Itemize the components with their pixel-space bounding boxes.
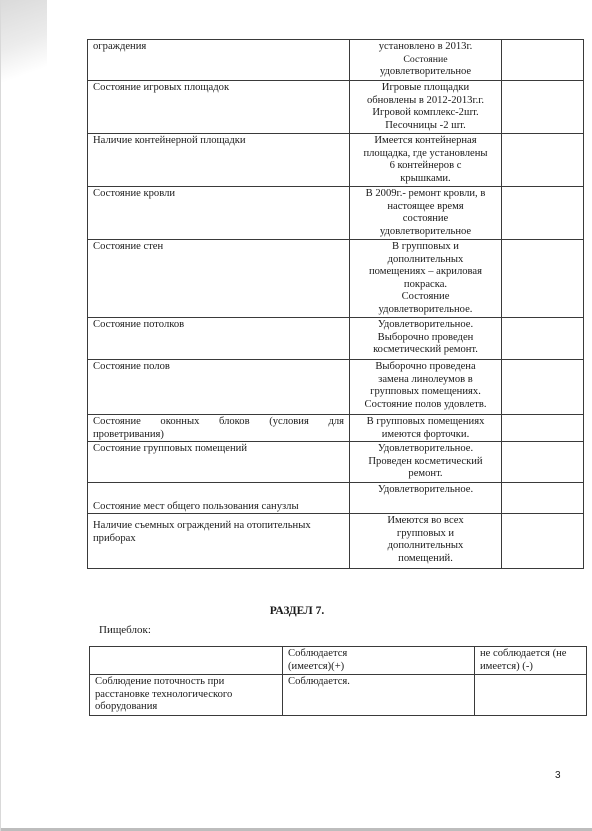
value-line: В 2009г.- ремонт кровли, в bbox=[365, 188, 486, 199]
label-line: оборудования bbox=[95, 701, 158, 713]
row-note bbox=[502, 318, 584, 360]
row-note bbox=[502, 415, 584, 442]
value-line: удовлетворительное bbox=[379, 66, 472, 78]
value-line: Игровые площадки bbox=[381, 82, 470, 93]
scan-shadow bbox=[1, 0, 47, 95]
table-row bbox=[90, 675, 587, 716]
table-row bbox=[88, 483, 584, 514]
row-value bbox=[350, 81, 502, 134]
value-line: Состояние bbox=[403, 53, 448, 65]
value-line: Состояние полов удовлетв. bbox=[364, 398, 487, 410]
row-value bbox=[350, 360, 502, 415]
row-value bbox=[350, 134, 502, 187]
row-label: Состояние групповых помещений bbox=[88, 442, 350, 483]
row-note bbox=[502, 514, 584, 569]
table-row bbox=[88, 134, 584, 187]
value-line: ремонт. bbox=[408, 468, 443, 480]
row-note bbox=[502, 360, 584, 415]
value-line: дополнительных bbox=[387, 540, 464, 552]
kitchen-table bbox=[89, 646, 587, 716]
value-line: замена линолеумов в bbox=[378, 373, 473, 385]
row-label: Состояние кровли bbox=[88, 187, 350, 240]
row-note bbox=[502, 483, 584, 514]
row-value bbox=[350, 318, 502, 360]
label-line: проветривания) bbox=[93, 428, 164, 440]
value-line: Выборочно проведен bbox=[377, 331, 474, 343]
row-label: Наличие контейнерной площадки bbox=[88, 134, 350, 187]
value-line: Проведен косметический bbox=[368, 455, 483, 467]
value-line: Удовлетворительное. bbox=[377, 443, 474, 455]
row-label bbox=[88, 514, 350, 569]
row-value bbox=[350, 483, 502, 514]
row-note bbox=[502, 187, 584, 240]
label-line: приборах bbox=[93, 532, 136, 544]
value-line: обновлены в 2012-2013г.г. bbox=[366, 94, 485, 106]
row-value: Соблюдается. bbox=[283, 675, 475, 716]
row-note bbox=[502, 240, 584, 318]
section-title: РАЗДЕЛ 7. bbox=[269, 605, 325, 617]
value-line: покраска. bbox=[403, 278, 448, 290]
table-row bbox=[88, 40, 584, 81]
page-number: 3 bbox=[555, 770, 561, 781]
table-row bbox=[88, 514, 584, 569]
section-subheading: Пищеблок: bbox=[99, 624, 151, 636]
label-line: Состояние оконных блоков (условия для bbox=[93, 416, 344, 427]
table-row bbox=[88, 415, 584, 442]
row-value bbox=[350, 415, 502, 442]
header-cell-observed bbox=[283, 647, 475, 675]
value-line: удовлетворительное bbox=[379, 225, 472, 237]
row-label bbox=[90, 675, 283, 716]
value-line: площадка, где установлены bbox=[363, 147, 488, 159]
table-row bbox=[88, 187, 584, 240]
value-line: Песочницы -2 шт. bbox=[385, 119, 466, 131]
row-label: Состояние полов bbox=[88, 360, 350, 415]
header-line: Соблюдается bbox=[288, 648, 348, 659]
value-line: состояние bbox=[402, 213, 449, 225]
table-header-row bbox=[90, 647, 587, 675]
building-condition-table bbox=[87, 39, 584, 569]
value-line: установлено в 2013г. bbox=[378, 41, 473, 52]
row-label: Состояние стен bbox=[88, 240, 350, 318]
value-line: имеются форточки. bbox=[381, 428, 470, 440]
value-line: 6 контейнеров с bbox=[389, 160, 462, 172]
label-line: Соблюдение поточность при bbox=[95, 676, 225, 687]
value-line: Выборочно проведена bbox=[375, 361, 476, 372]
row-value bbox=[350, 240, 502, 318]
row-value bbox=[350, 187, 502, 240]
value-line: групповых помещениях. bbox=[370, 386, 481, 398]
table-row bbox=[88, 81, 584, 134]
value-line: крышками. bbox=[400, 172, 451, 184]
row-label: Состояние мест общего пользования санузлы bbox=[88, 483, 350, 514]
table-row bbox=[88, 240, 584, 318]
row-label: ограждения bbox=[88, 40, 350, 81]
value-line: Имеется контейнерная bbox=[374, 135, 477, 146]
row-label bbox=[88, 415, 350, 442]
row-value bbox=[350, 442, 502, 483]
row-label: Состояние игровых площадок bbox=[88, 81, 350, 134]
header-cell-empty bbox=[90, 647, 283, 675]
row-note bbox=[502, 134, 584, 187]
value-line: В групповых помещениях bbox=[366, 416, 485, 427]
table-row bbox=[88, 318, 584, 360]
header-line: не соблюдается (не bbox=[480, 648, 567, 659]
label-line: Наличие съемных ограждений на отопительных bbox=[93, 520, 311, 532]
row-label: Состояние потолков bbox=[88, 318, 350, 360]
header-line: (имеется)(+) bbox=[288, 660, 345, 672]
value-line: косметический ремонт. bbox=[373, 344, 478, 356]
row-note bbox=[502, 40, 584, 81]
value-line: помещений. bbox=[398, 552, 453, 564]
value-line: Игровой комплекс-2шт. bbox=[372, 107, 479, 119]
row-value bbox=[350, 40, 502, 81]
value-line: Состояние bbox=[401, 291, 450, 303]
value-line: настоящее время bbox=[387, 200, 464, 212]
row-note bbox=[475, 675, 587, 716]
value-line: Удовлетворительное. bbox=[377, 484, 474, 496]
table-row bbox=[88, 360, 584, 415]
value-line: дополнительных bbox=[387, 253, 464, 265]
value-line: Имеются во всех bbox=[387, 515, 464, 527]
value-line: Удовлетворительное. bbox=[377, 319, 474, 330]
row-value bbox=[350, 514, 502, 569]
row-note bbox=[502, 442, 584, 483]
row-note bbox=[502, 81, 584, 134]
value-line: помещениях – акриловая bbox=[369, 266, 482, 278]
header-line: имеется) (-) bbox=[480, 660, 533, 672]
table-row bbox=[88, 442, 584, 483]
header-cell-not-observed bbox=[475, 647, 587, 675]
label-line: расстановке технологического bbox=[95, 688, 233, 700]
value-line: удовлетворительное. bbox=[378, 303, 473, 315]
value-line: В групповых и bbox=[392, 241, 459, 252]
value-line: групповых и bbox=[396, 527, 455, 539]
